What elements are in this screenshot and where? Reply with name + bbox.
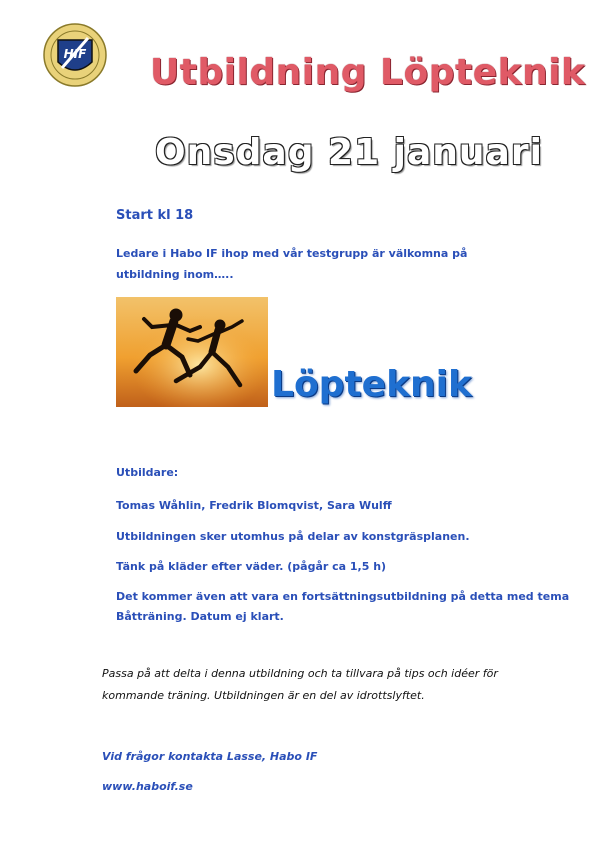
- reminder-line-1: Passa på att delta i denna utbildning och ta tillvara på tips och idéer för: [102, 667, 498, 680]
- location-info: Utbildningen sker utomhus på delar av konstgräsplanen.: [116, 530, 470, 543]
- website-link[interactable]: www.haboif.se: [102, 780, 193, 793]
- instructors-list: Tomas Wåhlin, Fredrik Blomqvist, Sara Wulff: [116, 499, 392, 512]
- club-logo: [42, 22, 108, 88]
- page-title: Utbildning Löpteknik: [150, 52, 586, 93]
- followup-line-1: Det kommer även att vara en fortsättningsutbildning på detta med tema: [116, 590, 570, 603]
- clothing-info: Tänk på kläder efter väder. (pågår ca 1,5 h): [116, 560, 387, 573]
- topic-heading: Löpteknik: [271, 364, 472, 405]
- instructors-label: Utbildare:: [116, 466, 179, 479]
- followup-line-2: Båtträning. Datum ej klart.: [116, 610, 284, 623]
- intro-line-2: utbildning inom…..: [116, 268, 234, 281]
- reminder-line-2: kommande träning. Utbildningen är en del av idrottslyftet.: [102, 689, 425, 702]
- contact-info: Vid frågor kontakta Lasse, Habo IF: [102, 750, 318, 763]
- event-date: Onsdag 21 januari: [155, 132, 543, 173]
- svg-text:HIF: HIF: [63, 47, 87, 61]
- runners-photo: [116, 297, 268, 407]
- intro-line-1: Ledare i Habo IF ihop med vår testgrupp är välkomna på: [116, 247, 468, 260]
- start-time: Start kl 18: [116, 208, 194, 223]
